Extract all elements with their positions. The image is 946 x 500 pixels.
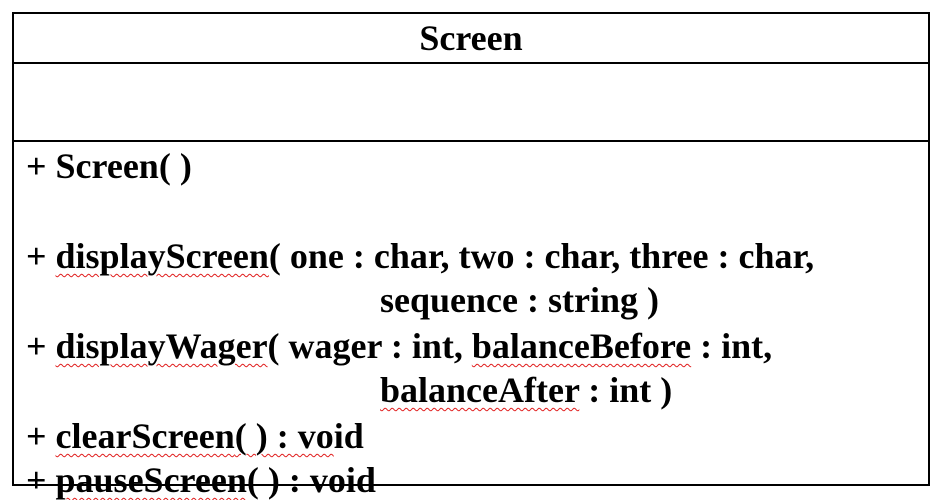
operation-name: displayScreen — [55, 236, 269, 276]
operations-compartment — [14, 142, 928, 500]
visibility-marker: + — [26, 460, 47, 500]
operation-display-screen — [26, 236, 814, 276]
operation-name: Screen — [55, 146, 159, 186]
operation-clear-screen — [26, 416, 364, 456]
operation-signature: ( wager : int, — [267, 326, 472, 366]
operation-display-wager — [26, 326, 772, 366]
visibility-marker: + — [26, 236, 47, 276]
operation-pause-screen — [26, 460, 376, 500]
class-name: Screen — [419, 18, 523, 58]
operation-name: displayWager — [55, 326, 268, 366]
visibility-marker: + — [26, 146, 47, 186]
parameter-name: balanceAfter — [380, 370, 580, 410]
operation-signature: : int, — [691, 326, 773, 366]
operation-name: pauseScreen — [55, 460, 247, 500]
operation-signature: ( ) — [158, 146, 192, 186]
operation-signature: ( ) : void — [246, 460, 376, 500]
operation-display-wager-continuation — [380, 370, 672, 410]
operation-signature: ( ) : vo — [234, 416, 334, 456]
operation-signature: ( one : char, two : char, three : char, — [268, 236, 815, 276]
operation-constructor — [26, 146, 192, 186]
operation-name: clearScreen — [55, 416, 235, 456]
operation-signature-continuation: : int ) — [579, 370, 673, 410]
visibility-marker: + — [26, 416, 47, 456]
operation-signature-continuation: sequence : string ) — [380, 280, 659, 320]
class-name-compartment — [14, 14, 928, 64]
operation-signature: id — [333, 416, 364, 456]
operation-display-screen-continuation — [380, 280, 659, 320]
parameter-name: balanceBefore — [471, 326, 692, 366]
visibility-marker: + — [26, 326, 47, 366]
attributes-compartment — [14, 64, 928, 142]
uml-class-box — [12, 12, 930, 500]
